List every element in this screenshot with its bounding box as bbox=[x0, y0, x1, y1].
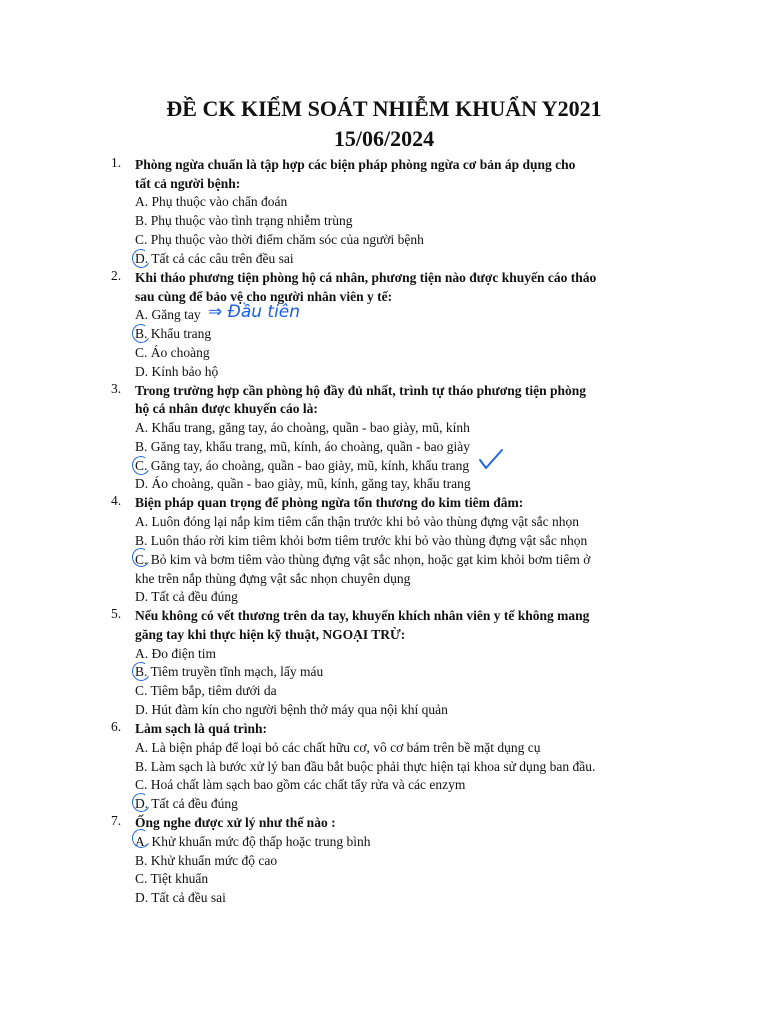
answer-option: B. Khử khuẩn mức độ cao bbox=[135, 853, 278, 868]
question-text: Nếu không có vết thương trên da tay, khuyến khích nhân viên y tế không mang bbox=[135, 608, 590, 623]
answer-option: B. Luôn tháo rời kim tiêm khỏi bơm tiêm trước khi bỏ vào thùng đựng vật sắc nhọn bbox=[135, 533, 588, 548]
answer-option: A. Đo điện tim bbox=[135, 646, 216, 661]
exam-date: 15/06/2024 bbox=[333, 126, 435, 151]
answer-option: B. Làm sạch là bước xử lý ban đầu bắt buộc phải thực hiện tại khoa sử dụng ban đầu. bbox=[135, 759, 596, 774]
page-title: ĐỀ CK KIỂM SOÁT NHIỄM KHUẨN Y2021 bbox=[166, 96, 602, 121]
check-mark-icon bbox=[478, 448, 504, 472]
answer-option: C. Áo choàng bbox=[135, 345, 210, 360]
answer-option: D. Hút đàm kín cho người bệnh thở máy qua nội khí quản bbox=[135, 702, 448, 717]
question-text: Biện pháp quan trọng để phòng ngừa tổn thương do kim tiêm đâm: bbox=[135, 495, 524, 510]
question-number: 7. bbox=[111, 813, 122, 828]
question-text: tất cả người bệnh: bbox=[135, 176, 241, 191]
answer-option: C. Bỏ kim và bơm tiêm vào thùng đựng vật sắc nhọn, hoặc gạt kim khỏi bơm tiêm ở bbox=[135, 552, 591, 567]
question-number: 4. bbox=[111, 493, 122, 508]
answer-option: B. Khẩu trang bbox=[135, 326, 212, 341]
question-text: Phòng ngừa chuẩn là tập hợp các biện pháp phòng ngừa cơ bản áp dụng cho bbox=[135, 157, 576, 172]
answer-option: D. Áo choàng, quần - bao giày, mũ, kính, găng tay, khẩu trang bbox=[135, 476, 471, 491]
question-number: 5. bbox=[111, 606, 122, 621]
answer-option: D. Kính bảo hộ bbox=[135, 364, 219, 379]
question-text: sau cùng để bảo vệ cho người nhân viên y tế: bbox=[135, 289, 393, 304]
answer-option-continued: khe trên nắp thùng đựng vật sắc nhọn chuyên dụng bbox=[135, 571, 411, 586]
answer-option: A. Khử khuẩn mức độ thấp hoặc trung bình bbox=[135, 834, 371, 849]
handwritten-note: ⇒ Đầu tiên bbox=[208, 302, 301, 322]
answer-option: C. Phụ thuộc vào thời điểm chăm sóc của người bệnh bbox=[135, 232, 424, 247]
question-text: Trong trường hợp cần phòng hộ đầy đủ nhất, trình tự tháo phương tiện phòng bbox=[135, 383, 586, 398]
question-text: hộ cá nhân được khuyến cáo là: bbox=[135, 401, 318, 416]
question-text: găng tay khi thực hiện kỹ thuật, NGOẠI TRỪ: bbox=[135, 627, 406, 642]
answer-option: C. Tiêm bắp, tiêm dưới da bbox=[135, 683, 277, 698]
answer-option: C. Găng tay, áo choàng, quần - bao giày, mũ, kính, khẩu trang bbox=[135, 458, 470, 473]
question-number: 3. bbox=[111, 381, 122, 396]
answer-option: A. Khẩu trang, găng tay, áo choàng, quần - bao giày, mũ, kính bbox=[135, 420, 470, 435]
answer-option: A. Găng tay bbox=[135, 307, 201, 322]
question-number: 1. bbox=[111, 155, 122, 170]
answer-option: B. Tiêm truyền tĩnh mạch, lấy máu bbox=[135, 664, 324, 679]
answer-option: A. Là biện pháp để loại bỏ các chất hữu cơ, vô cơ bám trên bề mặt dụng cụ bbox=[135, 740, 541, 755]
answer-option: C. Tiệt khuẩn bbox=[135, 871, 209, 886]
answer-option: A. Luôn đóng lại nắp kim tiêm cẩn thận trước khi bỏ vào thùng đựng vật sắc nhọn bbox=[135, 514, 579, 529]
answer-option: D. Tất cả các câu trên đều sai bbox=[135, 251, 294, 266]
question-number: 2. bbox=[111, 268, 122, 283]
answer-option: D. Tất cả đều đúng bbox=[135, 796, 238, 811]
answer-option: D. Tất cả đều sai bbox=[135, 890, 226, 905]
answer-option: D. Tất cả đều đúng bbox=[135, 589, 238, 604]
question-text: Khi tháo phương tiện phòng hộ cá nhân, phương tiện nào được khuyến cáo tháo bbox=[135, 270, 597, 285]
question-text: Ống nghe được xử lý như thế nào : bbox=[135, 815, 336, 830]
answer-option: A. Phụ thuộc vào chẩn đoán bbox=[135, 194, 288, 209]
answer-option: C. Hoá chất làm sạch bao gồm các chất tẩy rửa và các enzym bbox=[135, 777, 466, 792]
answer-option: B. Phụ thuộc vào tình trạng nhiễm trùng bbox=[135, 213, 353, 228]
answer-option: B. Găng tay, khẩu trang, mũ, kính, áo choàng, quần - bao giày bbox=[135, 439, 471, 454]
question-text: Làm sạch là quá trình: bbox=[135, 721, 268, 736]
question-number: 6. bbox=[111, 719, 122, 734]
